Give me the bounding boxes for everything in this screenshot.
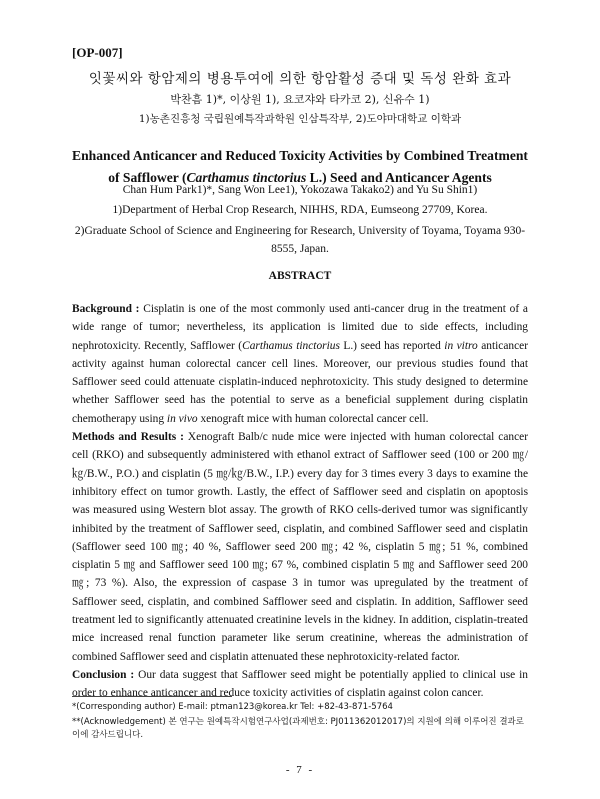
background-text: Cisplatin is one of the most commonly used anti-cancer drug in the treatment of a wide range of tumor; nevertheless, its application is limited due to side effects, including nephrotoxicity. Recently, Safflower ( [72,303,528,352]
species-name: Carthamus tinctorius [242,339,340,352]
korean-title: 잇꽃씨와 항암제의 병용투여에 의한 항암활성 증대 및 독성 완화 효과 [88,71,512,87]
title-species: Carthamus tinctorius [186,170,307,185]
methods-paragraph [72,428,528,666]
title-line-2-pre: of Safflower ( [108,170,187,185]
abstract-heading: ABSTRACT [268,270,332,282]
korean-affiliations: 1)농촌진흥청 국립원예특작과학원 인삼특작부, 2)도야마대학교 이학과 [138,113,462,125]
in-vitro-term: in vitro [444,339,478,352]
methods-text: Xenograft Balb/c nude mice were injected with human colorectal cancer cell (RKO) and subsequently administered with ethanol extract of Safflower seed (100 or 200 ㎎/㎏/B.W., P.O.) and cisplatin (5 ㎎/㎏/B.W., I.P.) every day for 3 times every 3 days to examine the inhibitory effect on tumor growth. Lastly, the effect of Safflower seed and cisplatin on apoptosis was measured using Western blot assay. The growth of RKO cells-derived tumor was significantly inhibited by the treatment of Safflower seed, cisplatin, and combined Safflower seed and cisplatin (Safflower seed 100 ㎎; 40 %, Safflower seed 200 ㎎; 42 %, cisplatin 5 ㎎; 51 %, combined cisplatin 5 ㎎ and Safflower seed 100 ㎎; 67 %, combined cisplatin 5 ㎎ and Safflower seed 200 ㎎; 73 %). Also, the expression of caspase 3 in tumor was upregulated by the treatment of Safflower seed, cisplatin, and combined Safflower seed and cisplatin. In addition, Safflower seed treatment led to significantly attenuated creatinine levels in the kidney. In addition, cisplatin-treated mice increased renal function parameter like serum creatinine, whereas the administration of combined Safflower seed and cisplatin attenuated these nephrotoxicity-related factor. [72,431,528,663]
english-authors: Chan Hum Park1)*, Sang Won Lee1), Yokozawa Takako2) and Yu Su Shin1) [122,184,478,196]
in-vivo-term: in vivo [166,412,198,425]
conclusion-label: Conclusion : [72,668,135,681]
footnote-rule [72,696,232,697]
page-number: - 7 - [285,764,315,776]
methods-label: Methods and Results : [72,431,184,444]
korean-authors: 박찬흠 1)*, 이상원 1), 요코쟈와 타카코 2), 신유수 1) [170,93,430,106]
background-text: anticancer activity against human colorectal cancer cell lines. Moreover, our previous studies found that Safflower seed could attenuate cisplatin-induced nephrotoxicity. This study designed to determine whether Safflower seed has the potential to serve as a beneficial supplement during cisplatin chemotherapy using [72,339,528,425]
abstract-body [72,300,528,703]
footnote-corresponding: *(Corresponding author) E-mail: ptman123@korea.kr Tel: +82-43-871-5764 [72,702,393,712]
background-text: xenograft mice with human colorectal cancer cell. [197,412,429,425]
conclusion-text: Our data suggest that Safflower seed might be potentially applied to clinical use in order to enhance anticancer and reduce toxicity activities of cisplatin against colon cancer. [72,668,529,700]
conclusion-paragraph [72,666,528,703]
affiliation-2: 2)Graduate School of Science and Engineering for Research, University of Toyama, Toyama 930-8555, Japan. [74,225,526,255]
background-label: Background : [72,303,140,315]
affiliation-1: 1)Department of Herbal Crop Research, NIHHS, RDA, Eumseong 27709, Korea. [112,204,488,216]
background-paragraph [72,300,528,428]
background-text: L.) seed has reported [339,339,445,352]
english-title [40,145,560,189]
title-line-2-post: L.) Seed and Anticancer Agents [306,170,492,185]
footnote-acknowledgement: **(Acknowledgement) 본 연구는 원예특작시험연구사업(과제번호: PJ011362012017)의 지원에 의해 이루어진 결과로 이에 감사드립니다. [72,717,524,740]
title-line-1: Enhanced Anticancer and Reduced Toxicity Activities by Combined Treatment [72,148,528,163]
abstract-code: [OP-007] [72,45,123,60]
